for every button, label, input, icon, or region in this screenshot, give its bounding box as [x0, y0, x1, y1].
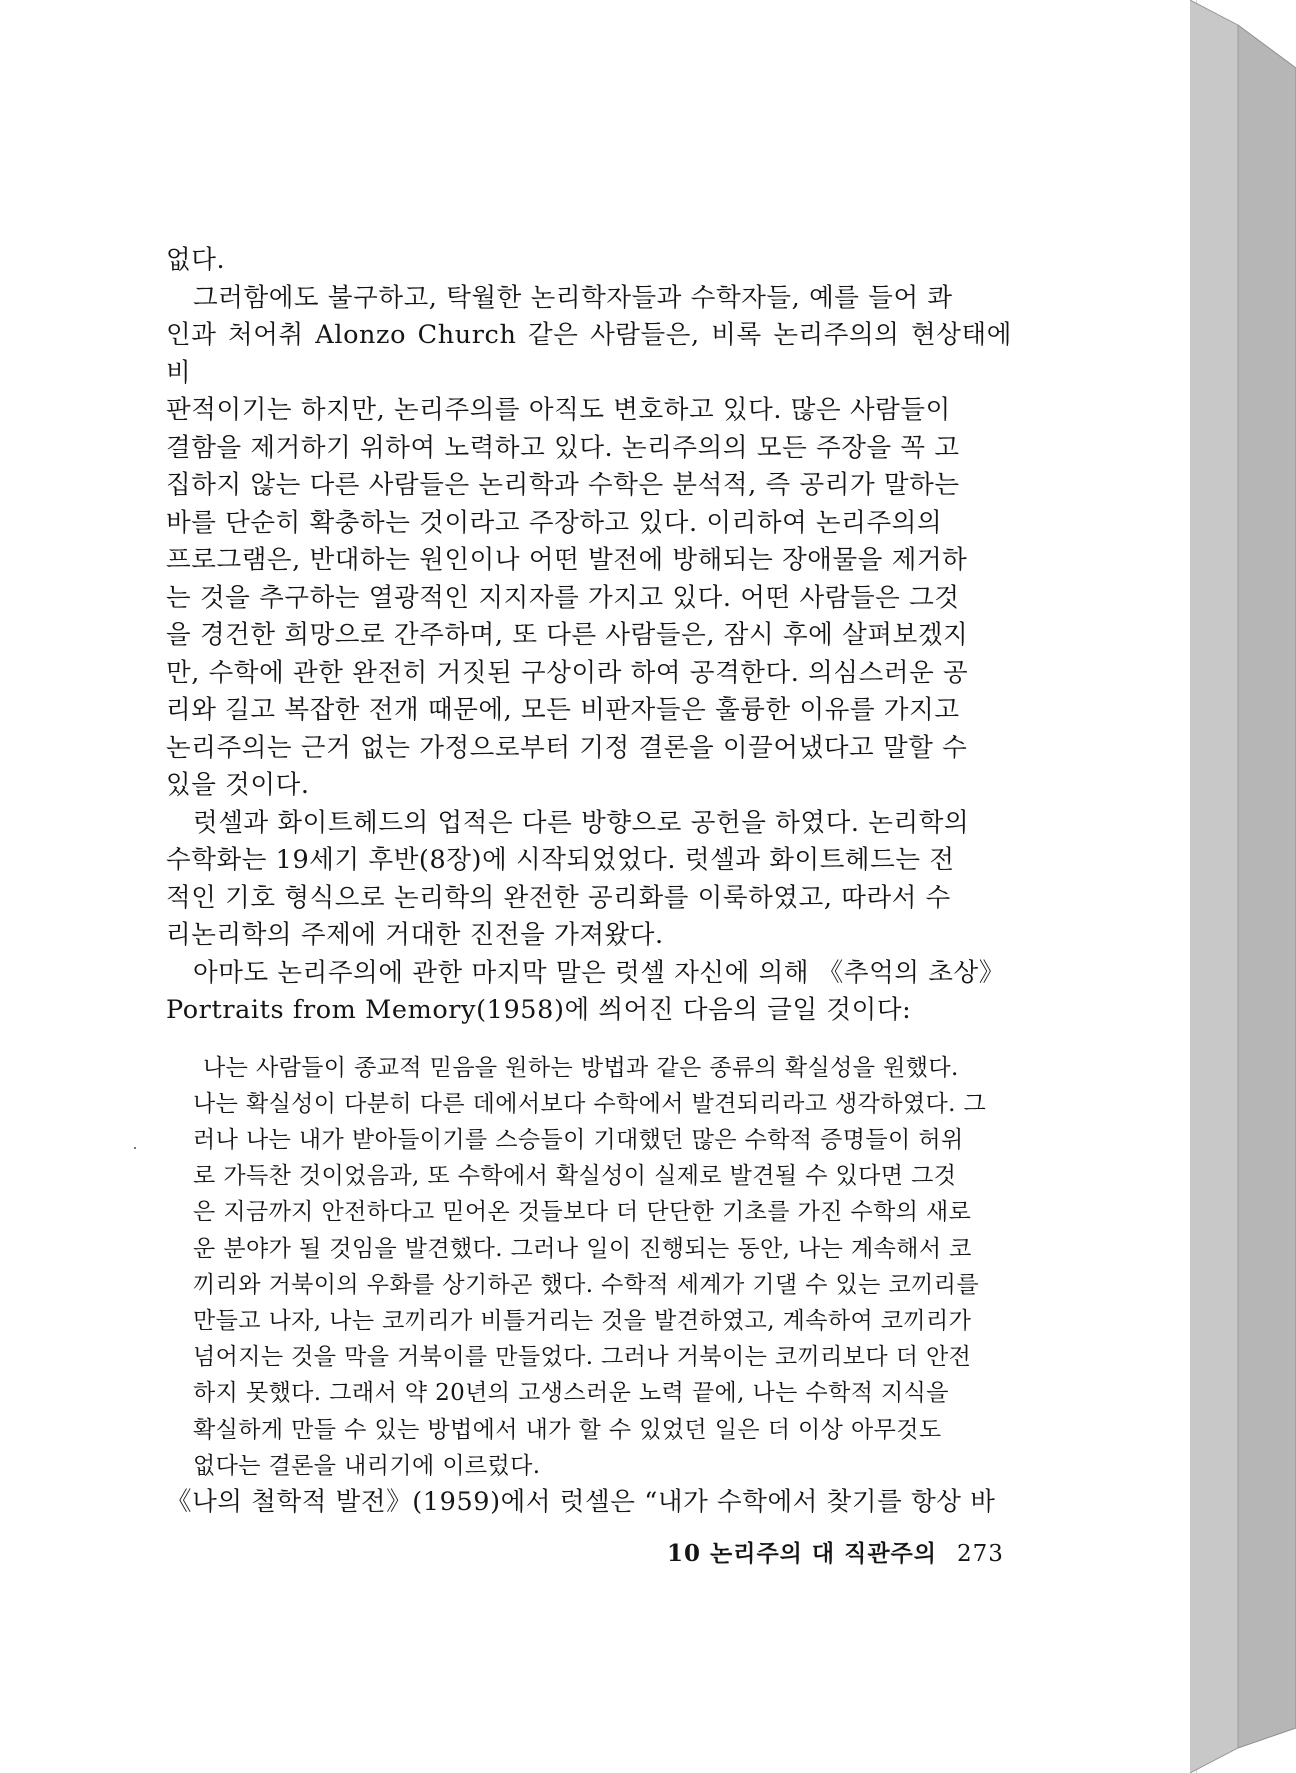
text-line: 수학화는 19세기 후반(8장)에 시작되었었다. 럿셀과 화이트헤드는 전 [166, 845, 955, 875]
text-line: 《나의 철학적 발전》(1959)에서 럿셀은 “내가 수학에서 찾기를 항상 바 [166, 1486, 996, 1517]
text-line: 럿셀과 화이트헤드의 업적은 다른 방향으로 공헌을 하였다. 논리학의 [193, 807, 970, 838]
quote-line: 러나 나는 내가 받아들이기를 스승들이 기대했던 많은 수학적 증명들이 허위 [193, 1126, 964, 1153]
text-line: 리논리학의 주제에 거대한 진전을 가져왔다. [166, 920, 664, 950]
quote-line: 나는 사람들이 종교적 믿음을 원하는 방법과 같은 종류의 확실성을 원했다. [203, 1054, 959, 1081]
quote-line: 없다는 결론을 내리기에 이르렀다. [193, 1452, 541, 1479]
quote-line: 넘어지는 것을 막을 거북이를 만들었다. 그러나 거북이는 코끼리보다 더 안전 [193, 1344, 972, 1371]
text-line: 논리주의는 근거 없는 가정으로부터 기정 결론을 이끌어냈다고 말할 수 [166, 732, 968, 763]
page-speck [134, 1147, 136, 1149]
text-line: 있을 것이다. [166, 770, 310, 800]
quote-line: 나는 확실성이 다분히 다른 데에서보다 수학에서 발견되리라고 생각하였다. 그 [193, 1090, 987, 1117]
text-line: 는 것을 추구하는 열광적인 지지자를 가지고 있다. 어떤 사람들은 그것 [166, 582, 960, 613]
text-line: 결함을 제거하기 위하여 노력하고 있다. 논리주의의 모든 주장을 꼭 고 [166, 432, 960, 463]
quote-line: 확실하게 만들 수 있는 방법에서 내가 할 수 있었던 일은 더 이상 아무것도 [193, 1416, 942, 1443]
quote-line: 은 지금까지 안전하다고 믿어온 것들보다 더 단단한 기초를 가진 수학의 새로 [193, 1199, 972, 1226]
text-line: 바를 단순히 확충하는 것이라고 주장하고 있다. 이리하여 논리주의의 [166, 507, 943, 538]
text-line: 리와 길고 복잡한 전개 때문에, 모든 비판자들은 훌륭한 이유를 가지고 [166, 695, 960, 725]
text-line: 그러함에도 불구하고, 탁월한 논리학자들과 수학자들, 예를 들어 콰 [193, 282, 953, 313]
body-text [166, 242, 1012, 1521]
text-line: 적인 기호 형식으로 논리학의 완전한 공리화를 이룩하였고, 따라서 수 [166, 882, 951, 913]
page-stack-edge [1190, 0, 1296, 1773]
quote-line: 로 가득찬 것이었음과, 또 수학에서 확실성이 실제로 발견될 수 있다면 그것 [193, 1163, 957, 1190]
text-line: 인과 처어취 Alonzo Church 같은 사람들은, 비록 논리주의의 현상태에 비 [166, 320, 1012, 388]
text-line: 만, 수학에 관한 완전히 거짓된 구상이라 하여 공격한다. 의심스러운 공 [166, 657, 969, 688]
text-line: 프로그램은, 반대하는 원인이나 어떤 발전에 방해되는 장애물을 제거하 [166, 545, 968, 575]
quote-line: 운 분야가 될 것임을 발견했다. 그러나 일이 진행되는 동안, 나는 계속해서 코 [193, 1235, 972, 1262]
quote-line: 만들고 나자, 나는 코끼리가 비틀거리는 것을 발견하였고, 계속하여 코끼리가 [193, 1307, 972, 1334]
text-line: 집하지 않는 다른 사람들은 논리학과 수학은 분석적, 즉 공리가 말하는 [166, 470, 960, 500]
block-quote [166, 1050, 1012, 1484]
running-chapter-title: 10 논리주의 대 직관주의 [667, 1540, 937, 1567]
page-footer [667, 1535, 1004, 1568]
text-line: Portraits from Memory(1958)에 씌어진 다음의 글일 것이다: [166, 995, 912, 1025]
text-line: 아마도 논리주의에 관한 마지막 말은 럿셀 자신에 의해 《추억의 초상》 [193, 957, 1005, 988]
text-line: 없다. [166, 245, 226, 275]
page-number: 273 [957, 1541, 1004, 1567]
quote-line: 하지 못했다. 그래서 약 20년의 고생스러운 노력 끝에, 나는 수학적 지식을 [193, 1380, 949, 1407]
text-line: 을 경건한 희망으로 간주하며, 또 다른 사람들은, 잠시 후에 살펴보겠지 [166, 620, 969, 650]
quote-line: 끼리와 거북이의 우화를 상기하곤 했다. 수학적 세계가 기댈 수 있는 코끼리를 [193, 1271, 979, 1298]
text-line: 판적이기는 하지만, 논리주의를 아직도 변호하고 있다. 많은 사람들이 [166, 395, 951, 425]
